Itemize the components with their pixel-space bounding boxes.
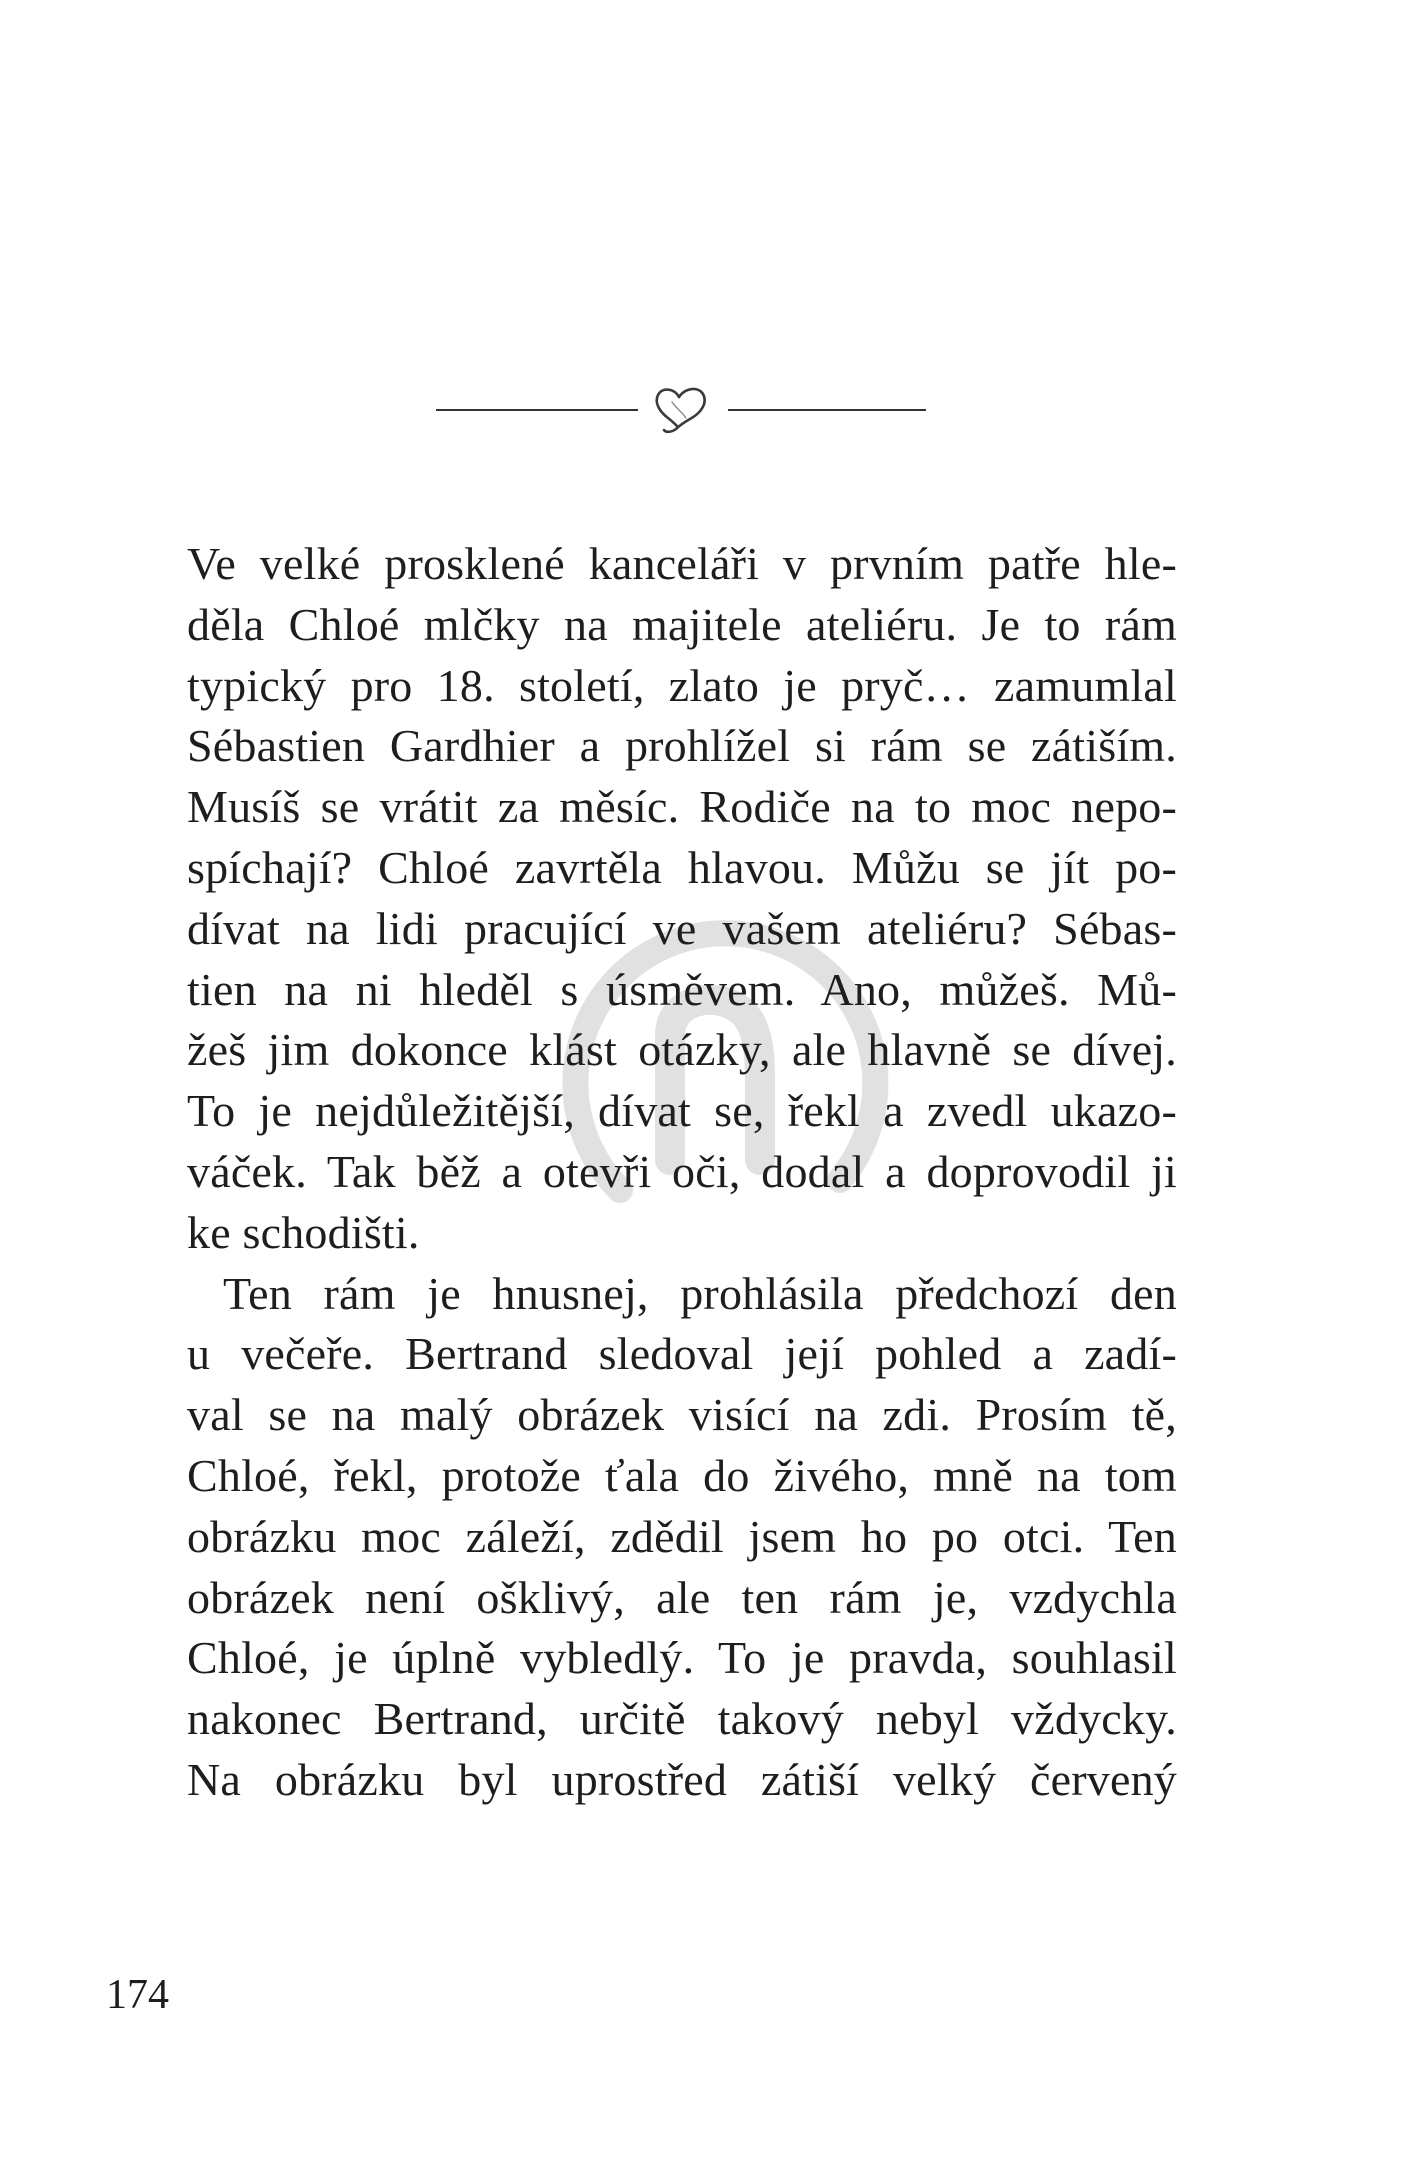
divider-line-left [436, 409, 638, 411]
text-line: Ten rám je hnusnej, prohlásila předchozí den [223, 1267, 1177, 1319]
text-line: Ve velké prosklené kanceláři v prvním patře hle- [187, 538, 1177, 589]
text-line: nakonec Bertrand, určitě takový nebyl vždycky. [187, 1693, 1177, 1745]
text-line: val se na malý obrázek visící na zdi. Prosím tě, [187, 1389, 1177, 1441]
heart-icon [652, 382, 710, 438]
text-line: váček. Tak běž a otevři oči, dodal a doprovodil ji [187, 1145, 1177, 1197]
page-number: 174 [106, 1972, 169, 2018]
text-line: obrázku moc záleží, zdědil jsem ho po otci. Ten [187, 1510, 1177, 1562]
text-line: Chloé, řekl, protože ťala do živého, mně na tom [187, 1449, 1177, 1501]
paragraph [187, 1264, 1177, 1811]
text-line: Chloé, je úplně vybledlý. To je pravda, souhlasil [187, 1632, 1177, 1684]
text-line: dívat na lidi pracující ve vašem ateliéru? Sébas- [187, 902, 1177, 954]
paragraph [187, 534, 1177, 1264]
text-line: děla Chloé mlčky na majitele ateliéru. Je to rám [187, 598, 1177, 650]
text-line: žeš jim dokonce klást otázky, ale hlavně se dívej. [187, 1024, 1177, 1076]
text-line: To je nejdůležitější, dívat se, řekl a zvedl ukazo- [187, 1085, 1177, 1137]
text-line: obrázek není ošklivý, ale ten rám je, vzdychla [187, 1571, 1177, 1623]
text-line: ke schodišti. [187, 1206, 420, 1258]
text-line: typický pro 18. století, zlato je pryč… zamumlal [187, 659, 1177, 711]
text-line: Sébastien Gardhier a prohlížel si rám se zátiším. [187, 720, 1177, 772]
text-line: spíchají? Chloé zavrtěla hlavou. Můžu se jít po- [187, 841, 1177, 893]
text-line: u večeře. Bertrand sledoval její pohled a zadí- [187, 1328, 1177, 1380]
body-text [187, 534, 1177, 1811]
text-line: Musíš se vrátit za měsíc. Rodiče na to moc nepo- [187, 781, 1177, 833]
text-line: Na obrázku byl uprostřed zátiší velký červený [187, 1753, 1177, 1805]
divider-line-right [728, 409, 926, 411]
text-line: tien na ni hleděl s úsměvem. Ano, můžeš. Mů- [187, 963, 1177, 1015]
